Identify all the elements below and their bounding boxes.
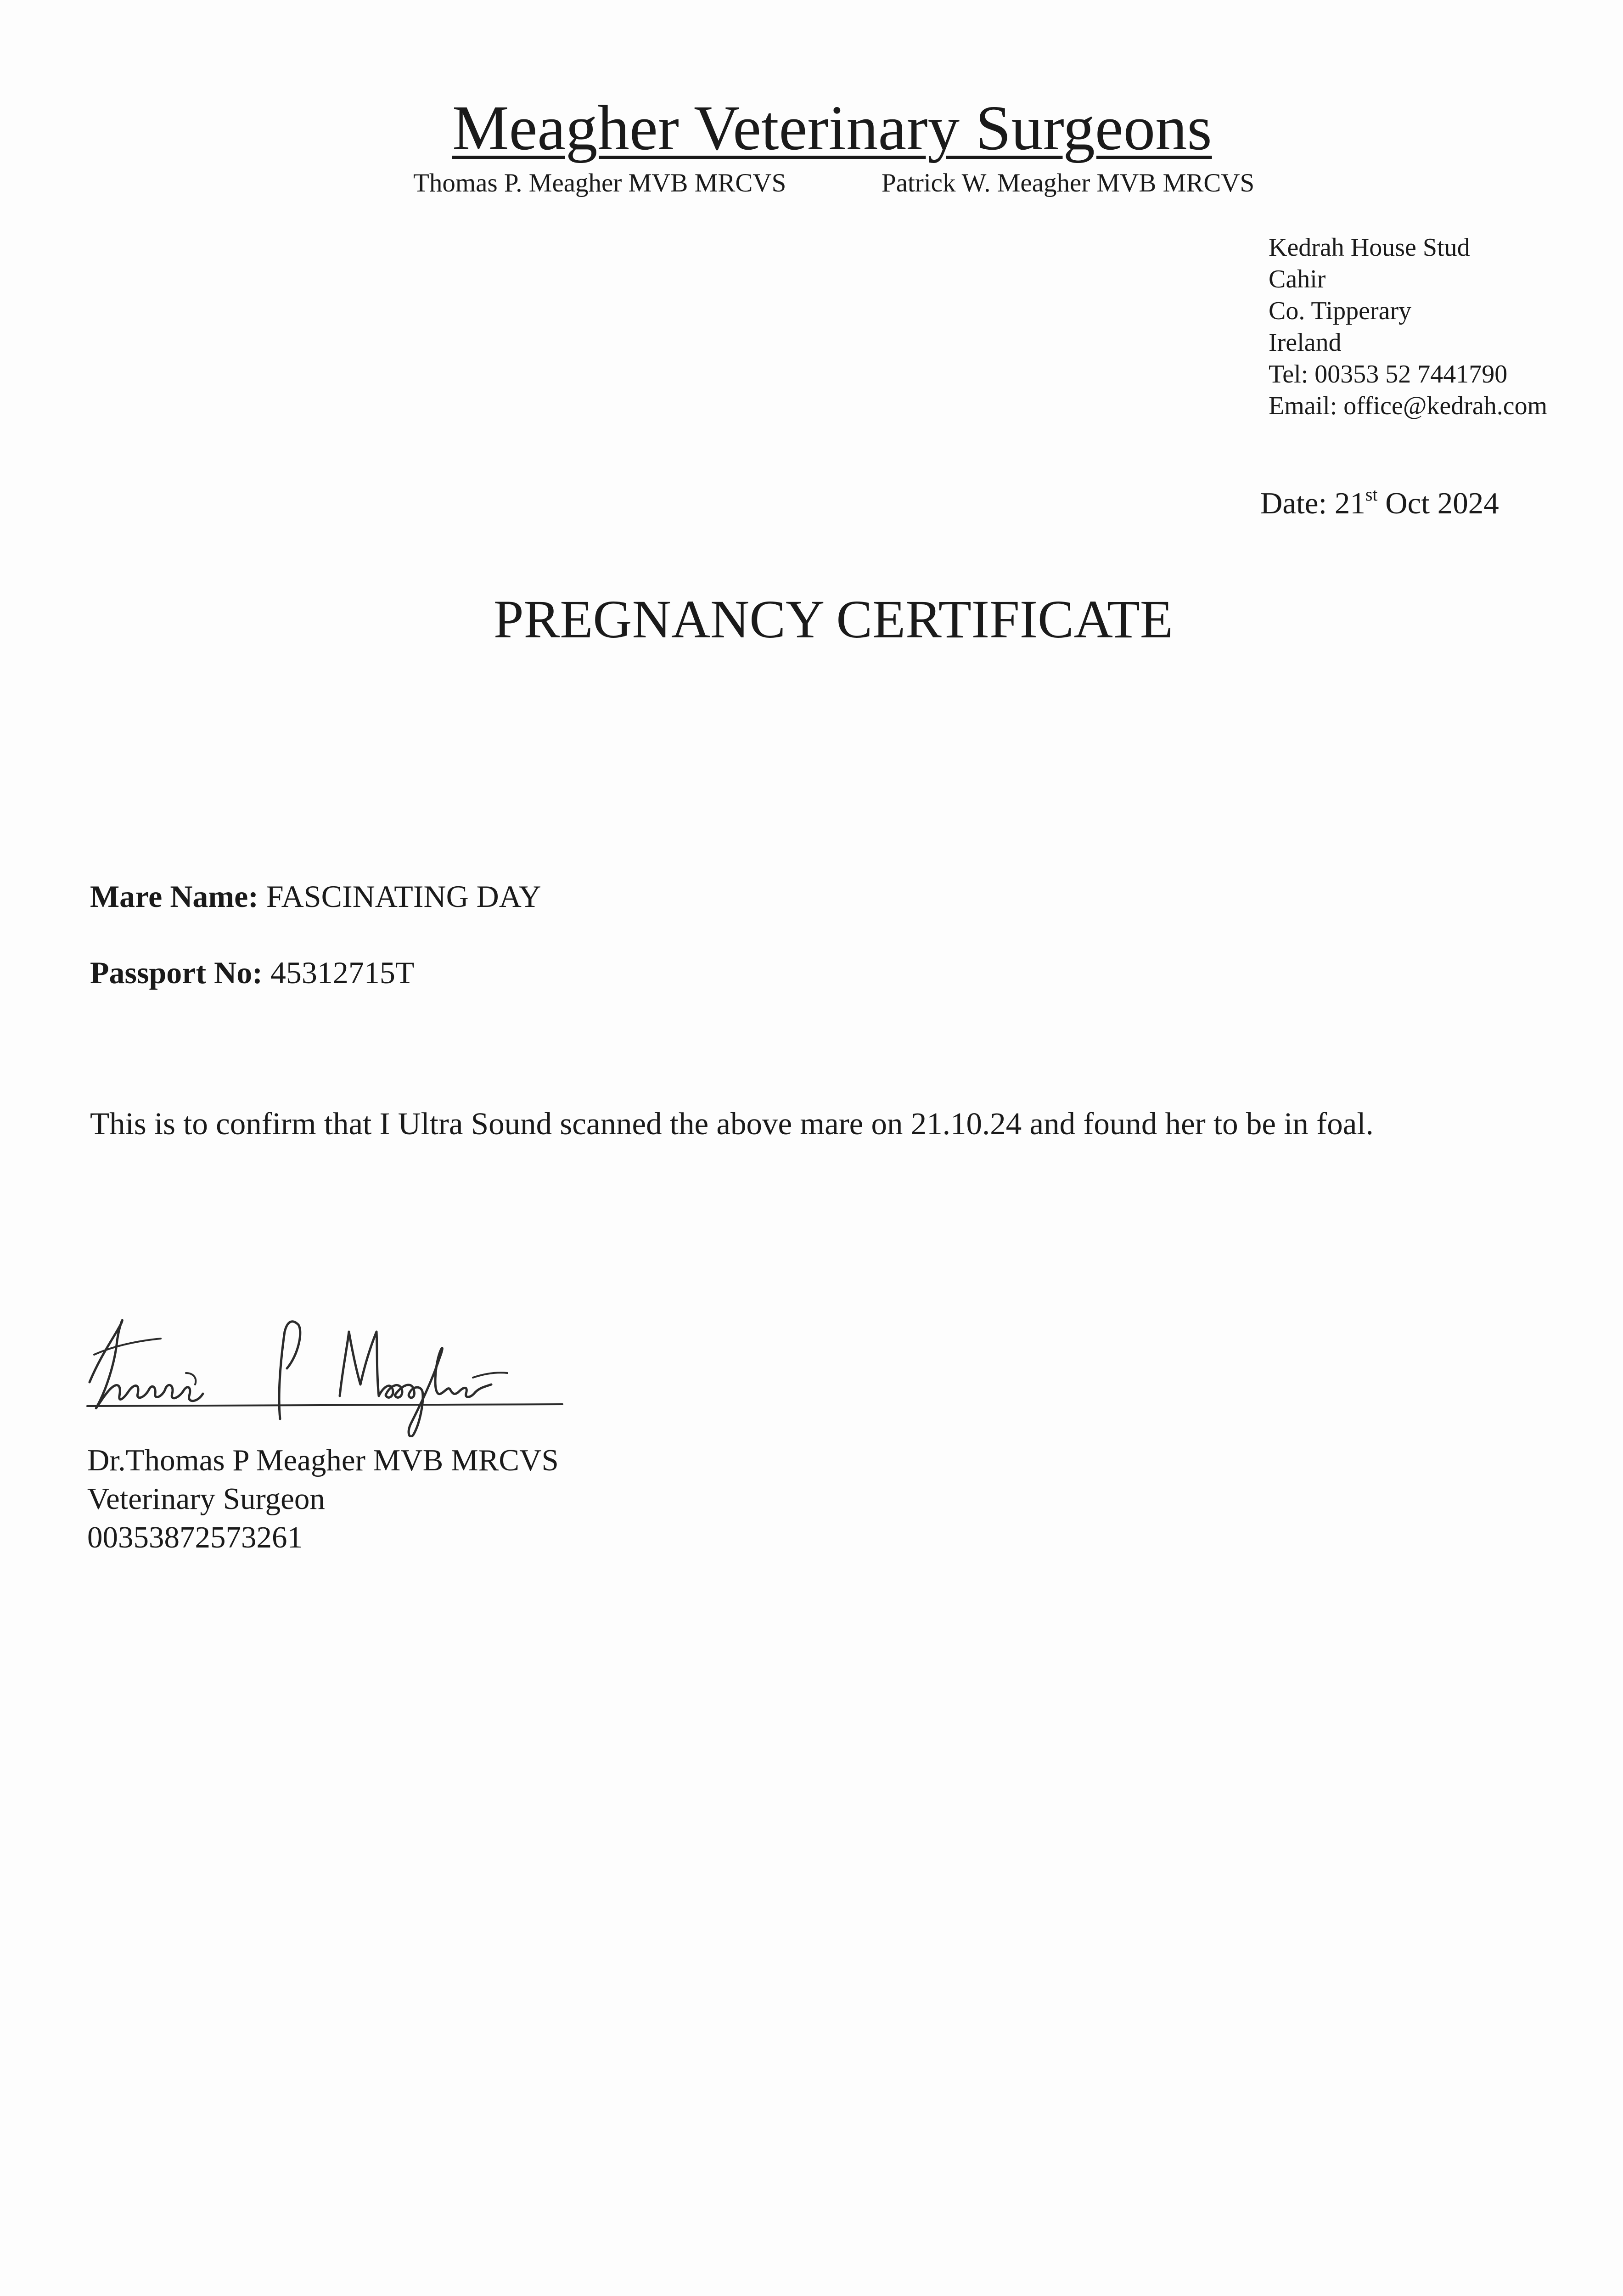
date-day: 21 bbox=[1334, 486, 1365, 520]
certificate-title: PREGNANCY CERTIFICATE bbox=[494, 589, 1174, 649]
confirmation-statement: This is to confirm that I Ultra Sound scanned the above mare on 21.10.24 and found her to be in foal. bbox=[90, 1106, 1374, 1141]
passport-field bbox=[90, 957, 414, 988]
date-month-year: Oct 2024 bbox=[1385, 486, 1499, 520]
signatory-phone: 00353872573261 bbox=[87, 1520, 303, 1554]
address-line: Cahir bbox=[1269, 265, 1326, 293]
mare-name-label: Mare Name: bbox=[90, 879, 258, 914]
passport-label: Passport No: bbox=[90, 955, 263, 990]
address-block bbox=[1269, 232, 1547, 422]
practice-name: Meagher Veterinary Surgeons bbox=[452, 93, 1212, 163]
email-line: Email: office@kedrah.com bbox=[1269, 392, 1548, 420]
address-line: Ireland bbox=[1269, 328, 1342, 357]
mare-name-field bbox=[90, 881, 541, 912]
date-ordinal: st bbox=[1365, 484, 1378, 505]
partner-name: Patrick W. Meagher MVB MRCVS bbox=[882, 169, 1255, 197]
signatory-name: Dr.Thomas P Meagher MVB MRCVS bbox=[87, 1443, 559, 1477]
telephone-line: Tel: 00353 52 7441790 bbox=[1269, 360, 1508, 388]
passport-number: 45312715T bbox=[270, 955, 415, 990]
handwritten-signature bbox=[83, 1304, 569, 1437]
signatory-role: Veterinary Surgeon bbox=[87, 1482, 325, 1516]
partner-name: Thomas P. Meagher MVB MRCVS bbox=[413, 169, 786, 197]
date-label: Date: bbox=[1260, 486, 1327, 520]
address-line: Co. Tipperary bbox=[1269, 297, 1412, 325]
address-line: Kedrah House Stud bbox=[1269, 233, 1470, 262]
signatory-block bbox=[87, 1441, 559, 1557]
certificate-date bbox=[1260, 484, 1499, 520]
mare-name-value: FASCINATING DAY bbox=[266, 879, 541, 914]
